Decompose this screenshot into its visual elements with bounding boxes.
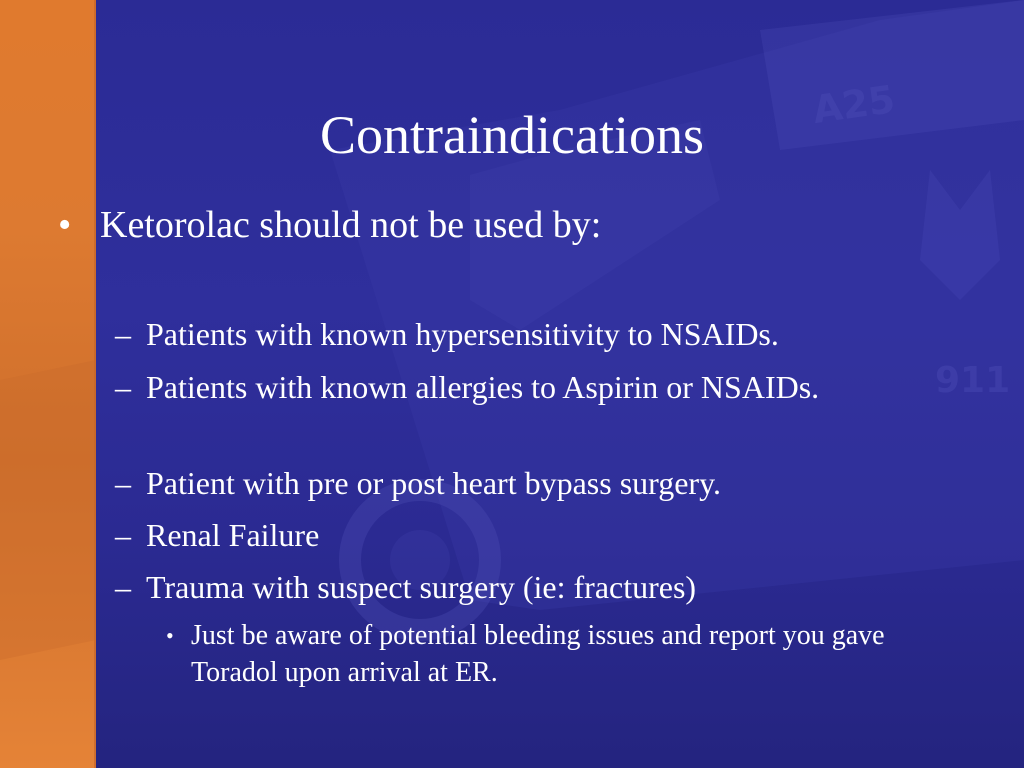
sub-item: [115, 512, 975, 558]
sub-item-text: Patient with pre or post heart bypass surgery.: [146, 465, 721, 501]
sub-item-text: Patients with known hypersensitivity to NSAIDs.: [146, 316, 779, 352]
ambulance-911-text: 911: [935, 360, 1011, 401]
sub-sub-item: [166, 617, 976, 691]
slide-title: Contraindications: [320, 105, 704, 165]
sub-item-text: Trauma with suspect surgery (ie: fractures): [146, 569, 697, 605]
sub-item: [115, 311, 975, 357]
sub-item-text: Patients with known allergies to Aspirin or NSAIDs.: [146, 369, 820, 405]
dash-marker: –: [115, 517, 131, 553]
main-bullet-text: Ketorolac should not be used by:: [100, 204, 602, 246]
dash-marker: –: [115, 369, 131, 405]
bullet-marker: •: [58, 204, 72, 246]
dash-marker: –: [115, 569, 131, 605]
main-bullet: [58, 200, 601, 250]
sub-item: [115, 460, 975, 506]
sub-item: [115, 364, 875, 410]
sub-sub-item-text: Just be aware of potential bleeding issues and report you gave Toradol upon arrival at ER.: [191, 620, 885, 688]
sub-item-text: Renal Failure: [146, 517, 320, 553]
bullet-marker: •: [166, 623, 174, 648]
sub-item: [115, 564, 975, 610]
dash-marker: –: [115, 316, 131, 352]
ambulance-number-text: A25: [810, 77, 898, 133]
dash-marker: –: [115, 465, 131, 501]
